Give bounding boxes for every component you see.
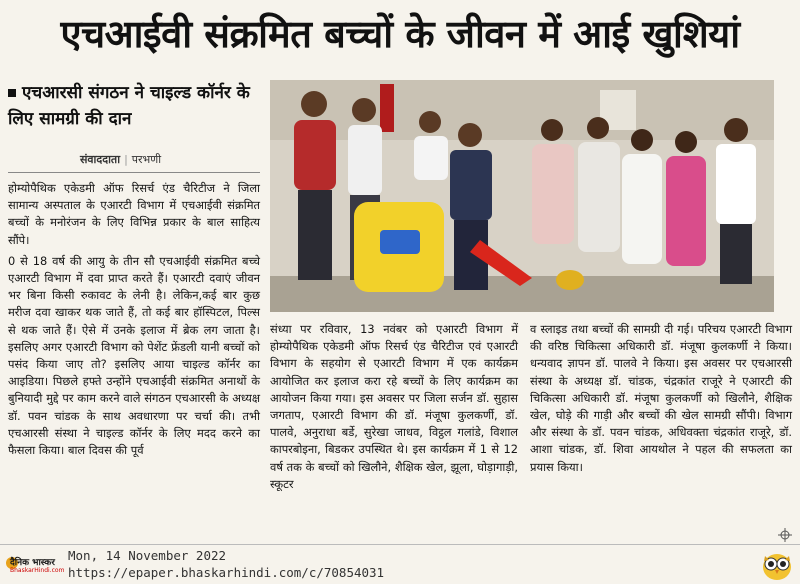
byline-rule — [8, 172, 260, 173]
owl-mascot-icon — [760, 549, 794, 581]
column-3-paragraph: व स्लाइड तथा बच्चों की सामग्री दी गई। परिचय एआरटी विभाग की वरिष्ठ चिकित्सा अधिकारी डॉ. मंजूषा कुलकर्णी ने किया। धन्यवाद ज्ञापन डॉ. पालवे ने किया। इस अवसर पर एचआरसी संस्था के अध्यक्ष डॉ. चांडक, चंद्रकांत राजूरे ने एआरटी की चिकित्सा अधिकारी डॉ. मंजूषा कुलकर्णी को खिलौने, शैक्षिक खेल, घोड़े की गाड़ी और बच्चों की खेल सामग्री सौंपी। विभाग और संस्था के डॉ. पवन चांडक, अधिवक्ता चंद्रकांत राजूरे, डॉ. आशा चांडक, डॉ. शिवा आयथोल ने पहल की सफलता का प्रयास किया। — [530, 322, 792, 474]
article-column-3 — [530, 321, 792, 480]
logo-subtext: BhaskarHindi.com — [10, 567, 65, 574]
article-column-1 — [8, 180, 260, 463]
footer-bar — [0, 544, 800, 584]
subheadline: एचआरसी संगठन ने चाइल्ड कॉर्नर के लिए सामग्री की दान — [8, 83, 250, 129]
column-1-paragraph: 0 से 18 वर्ष की आयु के तीन सौ एचआईवी संक्रमित बच्चे एआरटी विभाग में दवा प्राप्त करते हैं। एआरटी दवाएं जीवन भर बिना किसी रुकावट के लेनी है। लेकिन,कई बार कुछ मरीज दवा खाकर थक जाते हैं, तो कई बार हॉस्पिटल, पिल्स से थक जाते हैं। ऐसे में उनके इलाज में ब्रेक लग जाता है। इसलिए अगर एआरटी विभाग को पेशेंट फ्रेंडली यानी बच्चों को पसंद किया जाए तो? इसलिए आया चाइल्ड कॉर्नर का आइडिया। पिछले हफ्ते उन्होंने एचआईवी संक्रमित अनाथों के बुनियादी मुद्दे पर काम करने वाले संगठन एचआरसी के अध्यक्ष डॉ. पवन चांडक के साथ अवधारणा पर चर्चा की। तभी एचआरसी संस्था ने चाइल्ड कॉर्नर के लिए मदद करने का फैसला किया। बाल दिवस की पूर्व — [8, 253, 260, 458]
news-photo — [270, 80, 774, 312]
crop-mark-icon — [778, 528, 792, 542]
article-column-2 — [270, 321, 518, 497]
edition-date: Mon, 14 November 2022 — [68, 548, 227, 563]
group-photo-image — [270, 80, 774, 312]
column-2-paragraph: संध्या पर रविवार, 13 नवंबर को एआरटी विभाग में होम्योपैथिक एकेडमी ऑफ रिसर्च एंड चैरिटीज एवं एआरटी विभाग के सहयोग से एआरटी विभाग में एक कार्यक्रम आयोजित कर इलाज करा रहे बच्चों के लिए कार्यक्रम का आयोजन किया गया। इस अवसर पर जिला सर्जन डॉ. सुहास जगताप, एआरटी विभाग की डॉ. मंजूषा कुलकर्णी, डॉ. पालवे, अनुराधा बर्डे, सुरेखा जाधव, विट्ठल गलांडे, विशाल कापरबोइना, बिडकर उपस्थित थे। इस कार्यक्रम में 1 से 12 वर्ष तक के बच्चों को खिलौने, शैक्षिक खेल, झूला, घोड़ागाड़ी, स्कूटर — [270, 322, 518, 491]
byline — [80, 152, 161, 167]
byline-city: परभणी — [131, 153, 162, 166]
brand-logo[interactable] — [6, 553, 65, 575]
logo-text: दैनिक भास्कर — [10, 558, 55, 568]
article-url-link[interactable]: https://epaper.bhaskarhindi.com/c/70854031 — [68, 565, 385, 580]
bullet-square-icon — [8, 89, 16, 97]
column-1-paragraph: होम्योपैथिक एकेडमी ऑफ रिसर्च एंड चैरिटीज ने जिला सामान्य अस्पताल के एआरटी विभाग में एचआईवी संक्रमित बच्चों के मनोरंजन के लिए विभिन्न प्रकार के बाल साहित्य सौंपे। — [8, 181, 260, 247]
byline-reporter: संवाददाता — [80, 153, 121, 166]
headline: एचआईवी संक्रमित बच्चों के जीवन में आई खुशियां — [60, 12, 740, 56]
byline-divider: | — [124, 153, 128, 166]
